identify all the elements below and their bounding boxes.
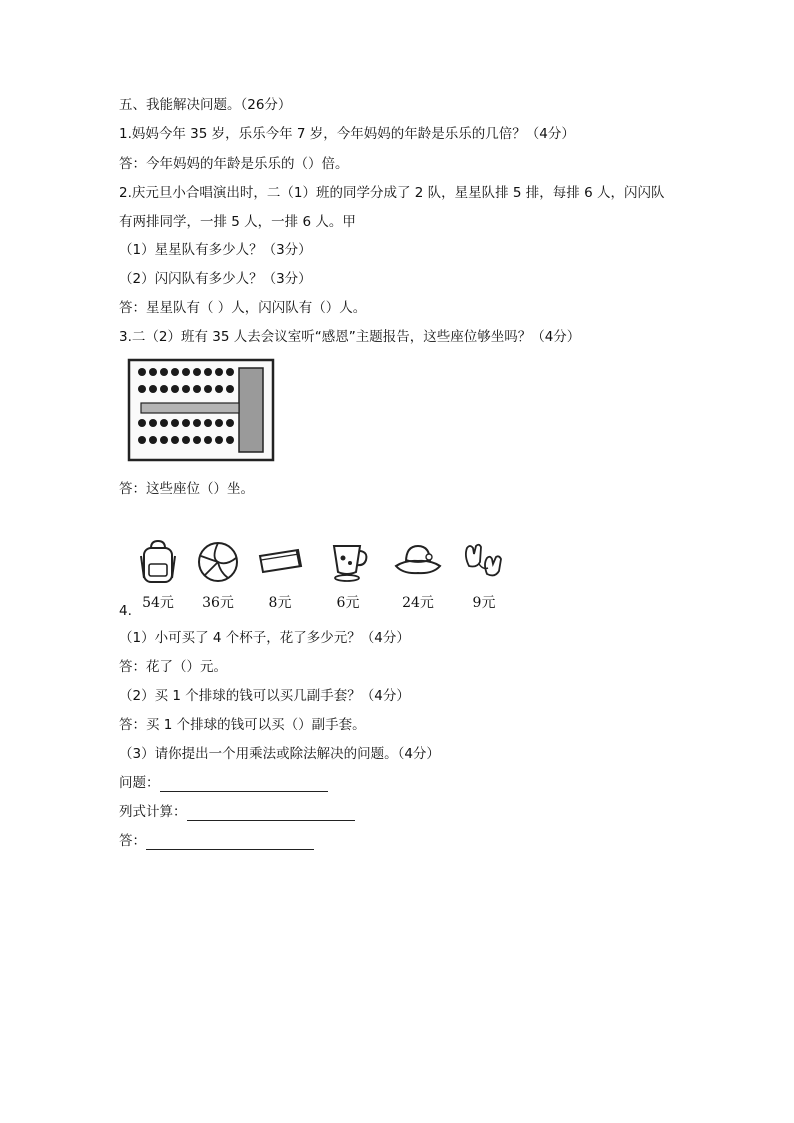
question-1: 1.妈妈今年 35 岁，乐乐今年 7 岁，今年妈妈的年龄是乐乐的几倍？（4分） [119, 126, 575, 142]
seat-dot [138, 368, 146, 376]
seat-dot [171, 436, 179, 444]
question-3: 3.二（2）班有 35 人去会议室听“感恩”主题报告，这些座位够坐吗？（4分） [119, 329, 581, 345]
seat-dot [138, 436, 146, 444]
price-cup: 6元 [336, 595, 360, 611]
hat-icon [393, 538, 443, 586]
seat-dot [182, 419, 190, 427]
answer-1: 答：今年妈妈的年龄是乐乐的（）倍。 [119, 156, 349, 172]
seat-dot [215, 385, 223, 393]
seat-dot [182, 436, 190, 444]
seat-dot [204, 419, 212, 427]
seat-dot [193, 368, 201, 376]
question-2-sub-2: （2）闪闪队有多少人？（3分） [119, 271, 312, 287]
seat-dot [171, 385, 179, 393]
section-heading: 五、我能解决问题。（26分） [119, 97, 292, 113]
question-4-sub-3: （3）请你提出一个用乘法或除法解决的问题。（4分） [119, 746, 440, 762]
question-line [119, 774, 328, 792]
seat-dot [226, 368, 234, 376]
seat-dot [193, 436, 201, 444]
seat-dot [226, 419, 234, 427]
seat-dot [226, 436, 234, 444]
seat-dot [182, 385, 190, 393]
question-4-sub-1: （1）小可买了 4 个杯子，花了多少元？（4分） [119, 630, 410, 646]
seat-dot [171, 368, 179, 376]
item-gloves [454, 538, 514, 612]
seating-chart-figure [127, 358, 275, 462]
items-price-figure [128, 538, 514, 618]
seat-dot [182, 368, 190, 376]
item-backpack [128, 538, 188, 612]
question-2-sub-1: （1）星星队有多少人？（3分） [119, 242, 312, 258]
calc-label: 列式计算： [119, 804, 187, 820]
gloves-icon [461, 538, 507, 586]
seat-dot [204, 385, 212, 393]
seat-dot [138, 385, 146, 393]
price-backpack: 54元 [142, 595, 174, 611]
answer-label: 答： [119, 833, 146, 849]
price-gloves: 9元 [472, 595, 496, 611]
answer-4-1: 答：花了（）元。 [119, 659, 227, 675]
seat-dot [226, 385, 234, 393]
price-pencil-case: 8元 [268, 595, 292, 611]
seat-dot [171, 419, 179, 427]
seat-dot [149, 419, 157, 427]
item-hat [388, 538, 448, 612]
item-pencil-case [250, 538, 310, 612]
question-4-number: 4. [119, 603, 132, 619]
seat-dot [149, 436, 157, 444]
seat-dot [204, 436, 212, 444]
seat-dot [160, 368, 168, 376]
seat-dot [204, 368, 212, 376]
answer-4-2: 答：买 1 个排球的钱可以买（）副手套。 [119, 717, 366, 733]
answer-blank[interactable] [146, 835, 314, 850]
answer-3: 答：这些座位（）坐。 [119, 481, 254, 497]
calc-line [119, 803, 355, 821]
calc-blank[interactable] [187, 806, 355, 821]
volleyball-icon [196, 538, 240, 586]
question-2-line-2: 有两排同学，一排 5 人，一排 6 人。甲 [119, 214, 356, 230]
answer-2: 答：星星队有（ ）人，闪闪队有（）人。 [119, 300, 367, 316]
question-4-sub-2: （2）买 1 个排球的钱可以买几副手套？（4分） [119, 688, 410, 704]
seat-dot [149, 385, 157, 393]
answer-line [119, 832, 314, 850]
backpack-icon [138, 538, 178, 586]
seat-dot [193, 385, 201, 393]
seat-dot [193, 419, 201, 427]
seat-dot [215, 419, 223, 427]
question-label: 问题： [119, 775, 160, 791]
item-volleyball [188, 538, 248, 612]
seat-dot [215, 436, 223, 444]
price-hat: 24元 [402, 595, 434, 611]
item-cup [318, 538, 378, 612]
question-2-line-1: 2.庆元旦小合唱演出时，二（1）班的同学分成了 2 队，星星队排 5 排，每排 6 人，闪闪队 [119, 185, 665, 201]
cup-icon [326, 538, 370, 586]
seat-dot [160, 419, 168, 427]
question-blank[interactable] [160, 777, 328, 792]
seat-dot [138, 419, 146, 427]
seat-dot [160, 436, 168, 444]
pencil-case-icon [257, 538, 303, 586]
price-volleyball: 36元 [202, 595, 234, 611]
seat-dot [215, 368, 223, 376]
seat-dot [160, 385, 168, 393]
seat-dot [149, 368, 157, 376]
